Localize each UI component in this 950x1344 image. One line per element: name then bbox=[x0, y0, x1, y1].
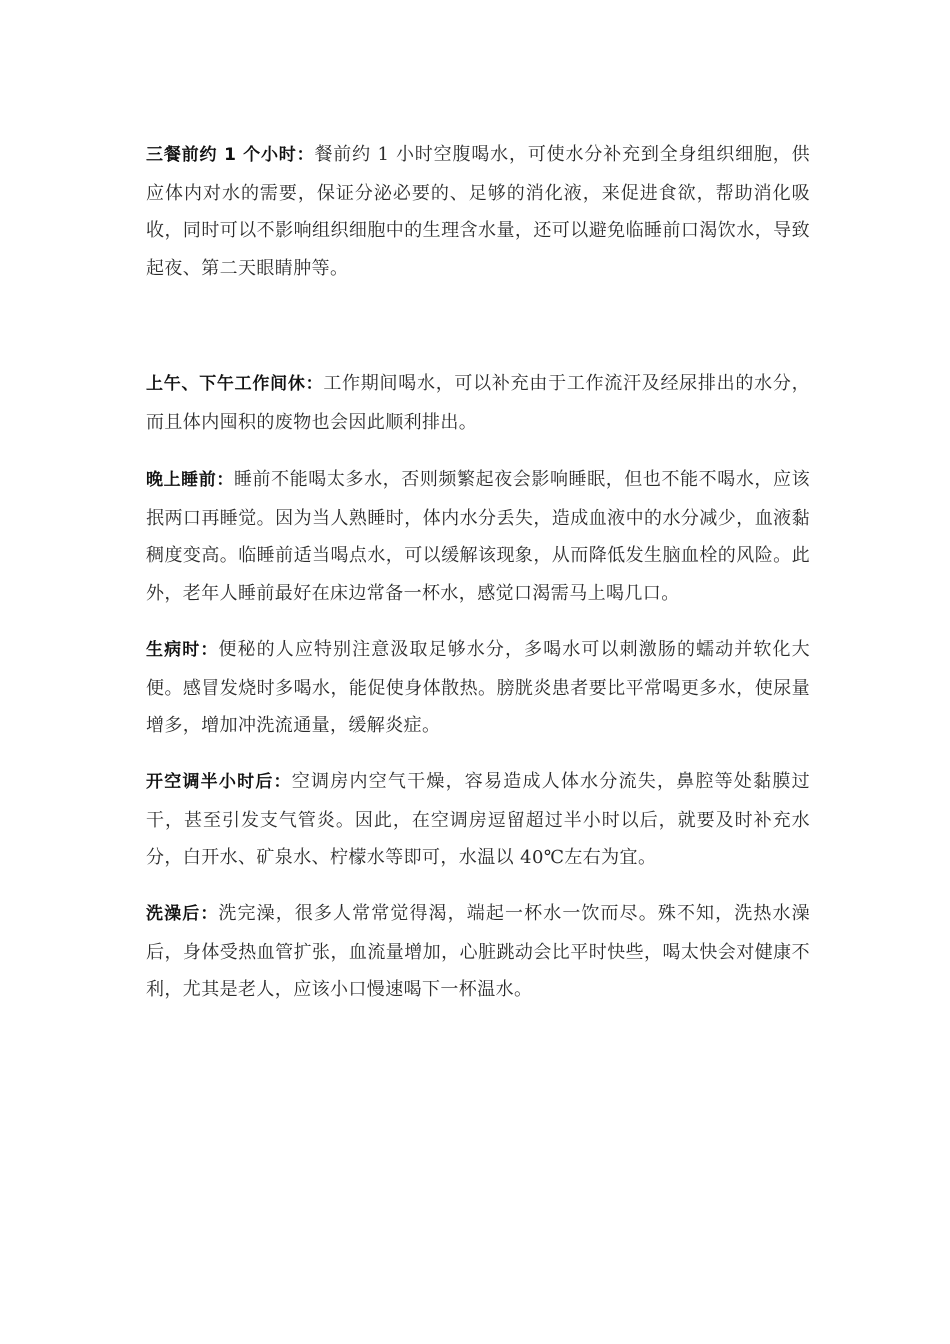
paragraph-heading: 上午、下午工作间休： bbox=[146, 374, 324, 394]
paragraph-heading: 洗澡后： bbox=[146, 904, 219, 924]
paragraph-after-bath bbox=[146, 895, 810, 1009]
paragraph-body: 睡前不能喝太多水，否则频繁起夜会影响睡眠，但也不能不喝水，应该抿两口再睡觉。因为当人熟睡时，体内水分丢失，造成血液中的水分减少，血液黏稠度变高。临睡前适当喝点水，可以缓解该现象，从而降低发生脑血栓的风险。此外，老年人睡前最好在床边常备一杯水，感觉口渴需马上喝几口。 bbox=[146, 469, 811, 604]
paragraph-air-conditioning bbox=[146, 763, 810, 877]
paragraph-body: 洗完澡，很多人常常觉得渴，端起一杯水一饮而尽。殊不知，洗热水澡后，身体受热血管扩张，血流量增加，心脏跳动会比平时快些，喝太快会对健康不利，尤其是老人，应该小口慢速喝下一杯温水。 bbox=[146, 903, 810, 1000]
paragraph-heading: 晚上睡前： bbox=[146, 470, 234, 490]
paragraph-heading: 生病时： bbox=[146, 640, 219, 660]
paragraph-before-sleep bbox=[146, 461, 810, 612]
paragraph-body: 工作期间喝水，可以补充由于工作流汗及经尿排出的水分，而且体内囤积的废物也会因此顺利排出。 bbox=[146, 373, 810, 433]
paragraph-body: 餐前约 1 小时空腹喝水，可使水分补充到全身组织细胞，供应体内对水的需要，保证分泌必要的、足够的消化液，来促进食欲，帮助消化吸收，同时可以不影响组织细胞中的生理含水量，还可以避免临睡前口渴饮水，导致起夜、第二天眼睛肿等。 bbox=[146, 144, 810, 279]
paragraph-body: 空调房内空气干燥，容易造成人体水分流失，鼻腔等处黏膜过干，甚至引发支气管炎。因此，在空调房逗留超过半小时以后，就要及时补充水分，白开水、矿泉水、柠檬水等即可，水温以 40℃左右为宜。 bbox=[146, 771, 810, 868]
paragraph-when-sick bbox=[146, 631, 810, 745]
paragraph-heading: 开空调半小时后： bbox=[146, 772, 292, 792]
paragraph-before-meals bbox=[146, 136, 810, 287]
paragraph-heading: 三餐前约 1 个小时： bbox=[146, 145, 315, 165]
paragraph-work-break bbox=[146, 365, 810, 441]
paragraph-body: 便秘的人应特别注意汲取足够水分，多喝水可以刺激肠的蠕动并软化大便。感冒发烧时多喝水，能促使身体散热。膀胱炎患者要比平常喝更多水，使尿量增多，增加冲洗流通量，缓解炎症。 bbox=[146, 639, 810, 736]
